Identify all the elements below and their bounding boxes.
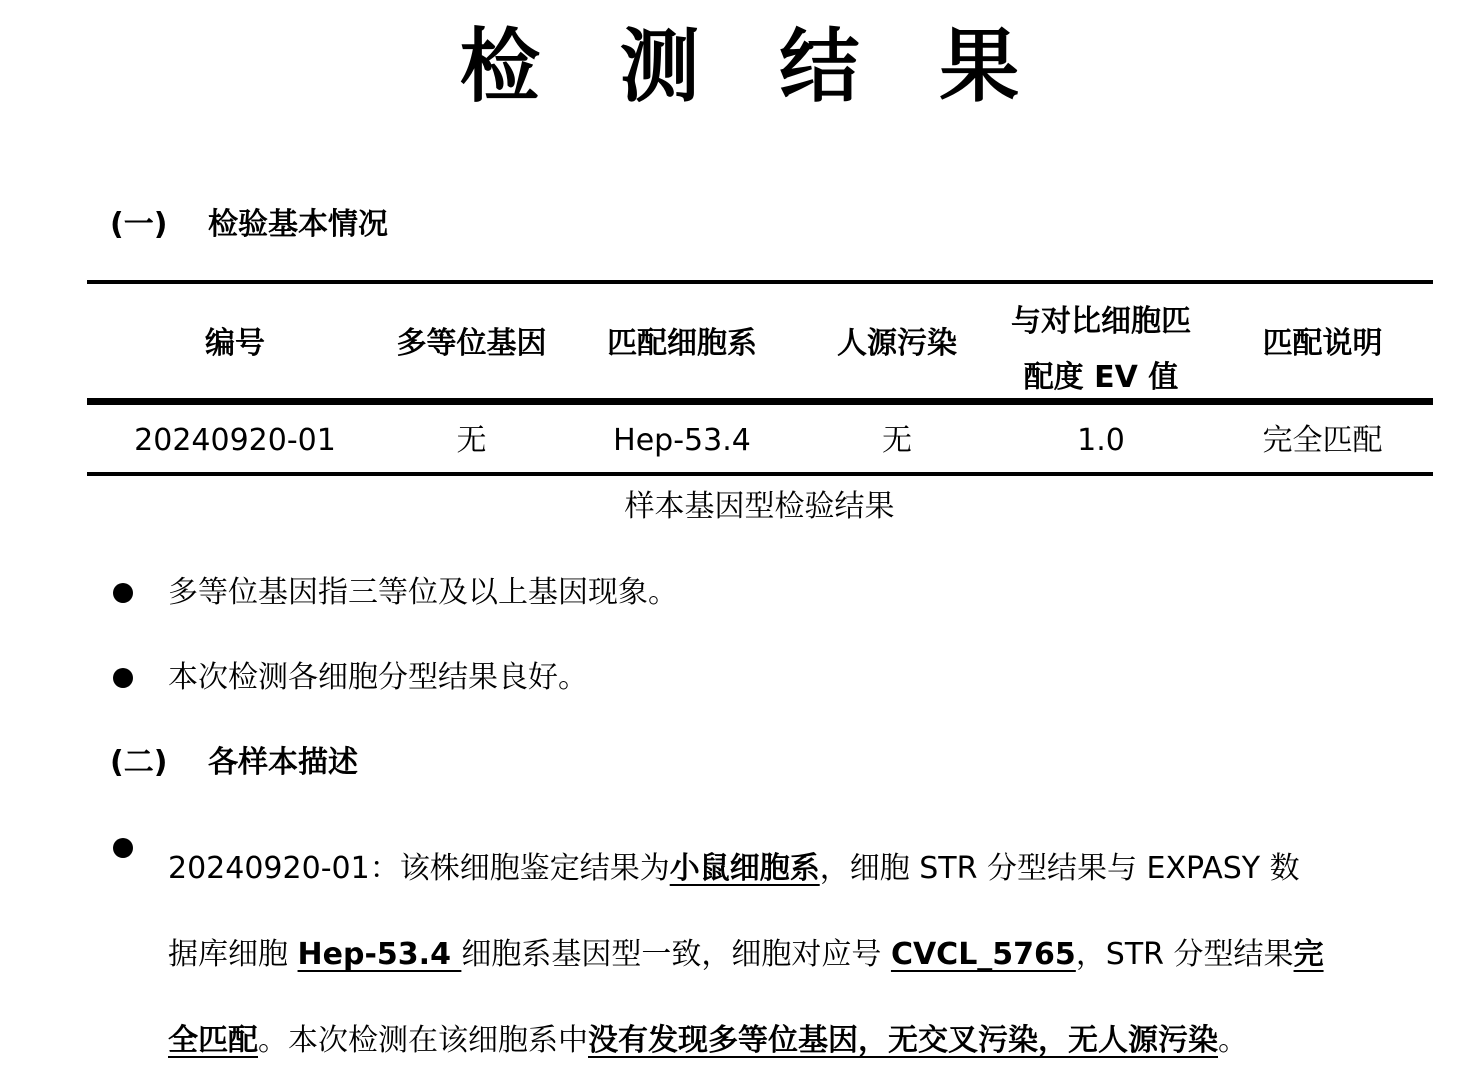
section-number: (二)	[110, 745, 168, 780]
section-heading-sample-description	[110, 743, 358, 783]
header-matched-line: 匹配细胞系	[607, 326, 757, 361]
cell-match-note: 完全匹配	[1262, 423, 1383, 458]
bullet-icon	[113, 838, 133, 858]
emphasis-match-result: 完	[1293, 937, 1324, 972]
text-run: 20240920-01：该株细胞鉴定结果为	[168, 851, 670, 886]
text-run: 。	[1218, 1023, 1248, 1058]
emphasis-conclusion: 没有发现多等位基因，无交叉污染，无人源污染	[588, 1023, 1218, 1058]
header-ev-line2: 配度 EV 值	[1023, 360, 1179, 395]
section-heading-basic-info	[110, 205, 388, 245]
sample-description-paragraph	[168, 826, 1408, 1084]
paragraph-line	[168, 826, 1408, 912]
text-run: 。本次检测在该细胞系中	[258, 1023, 588, 1058]
cell-multi-allele: 无	[456, 423, 487, 458]
cell-human-contamination: 无	[882, 423, 912, 458]
section-label: 各样本描述	[208, 745, 358, 780]
table-header-rule	[87, 398, 1433, 405]
header-human-contamination: 人源污染	[837, 326, 957, 361]
paragraph-line	[168, 998, 1408, 1084]
paragraph-line	[168, 912, 1408, 998]
text-run: ，细胞 STR 分型结果与 EXPASY 数	[819, 851, 1300, 886]
text-run: 据库细胞	[168, 937, 298, 972]
table-top-rule	[87, 280, 1433, 284]
header-multi-allele: 多等位基因	[396, 326, 547, 361]
cell-id: 20240920-01	[134, 423, 336, 458]
bullet-text: 本次检测各细胞分型结果良好。	[168, 660, 588, 695]
table-bottom-rule	[87, 472, 1433, 476]
emphasis-cell-line: Hep-53.4	[297, 937, 462, 972]
cell-ev-value: 1.0	[1077, 423, 1125, 458]
header-match-note: 匹配说明	[1262, 326, 1383, 361]
cell-matched-line: Hep-53.4	[613, 423, 751, 458]
text-run: ，STR 分型结果	[1075, 937, 1294, 972]
section-label: 检验基本情况	[208, 207, 388, 242]
section-number: (一)	[110, 207, 168, 242]
header-ev-line1: 与对比细胞匹	[1011, 304, 1191, 339]
text-run: 细胞系基因型一致，细胞对应号	[461, 937, 891, 972]
emphasis-species: 小鼠细胞系	[669, 851, 820, 886]
emphasis-cellosaurus-id: CVCL_5765	[890, 937, 1076, 972]
emphasis-match-result: 全匹配	[168, 1023, 258, 1058]
bullet-text: 多等位基因指三等位及以上基因现象。	[168, 575, 678, 610]
header-ev-value	[990, 294, 1212, 406]
table-caption: 样本基因型检验结果	[624, 489, 895, 524]
page-title: 检 测 结 果	[459, 20, 1046, 113]
bullet-icon	[113, 583, 133, 603]
bullet-icon	[113, 668, 133, 688]
header-id: 编号	[205, 326, 265, 361]
